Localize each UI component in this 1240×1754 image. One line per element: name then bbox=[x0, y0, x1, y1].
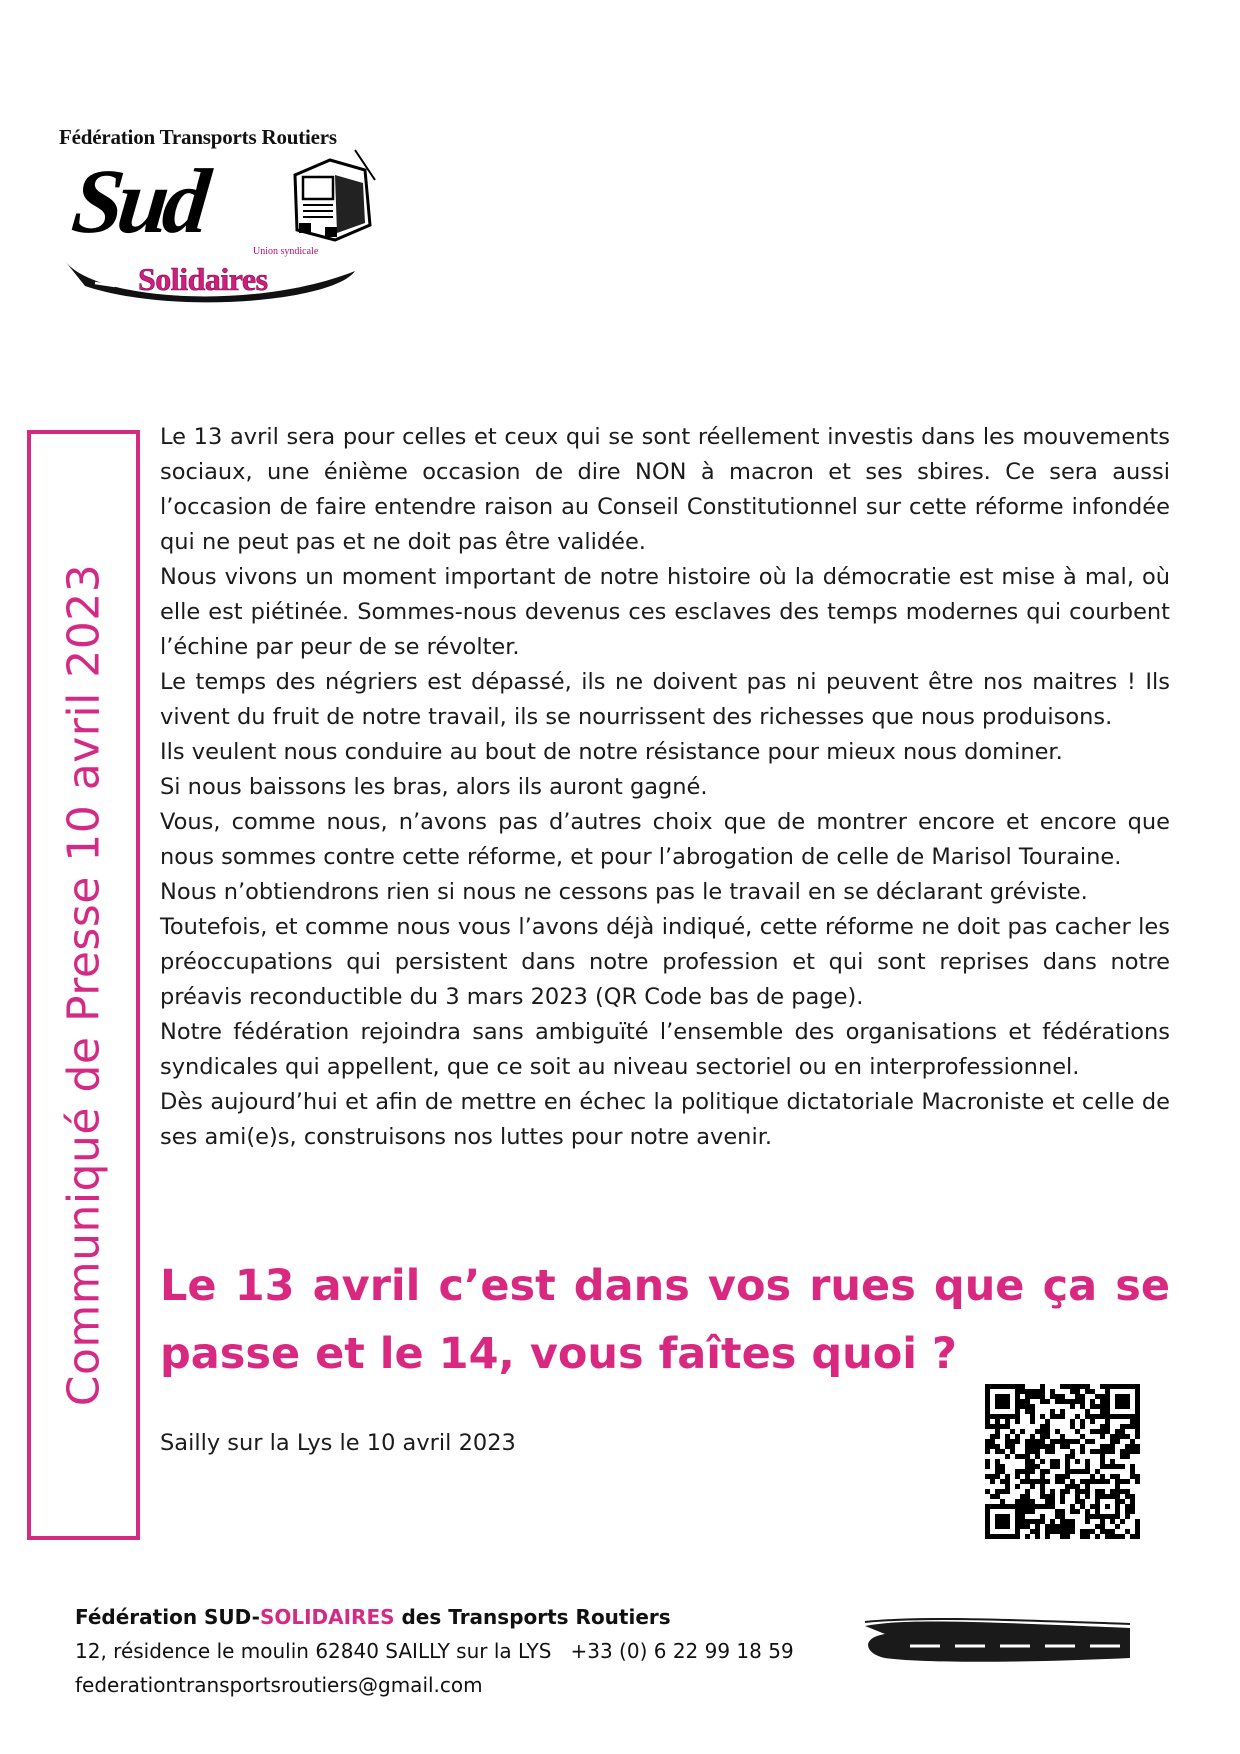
side-title-frame bbox=[27, 430, 140, 1540]
paragraph: Nous n’obtiendrons rien si nous ne cessons pas le travail en se déclarant gréviste. bbox=[160, 879, 1088, 905]
paragraph: Toutefois, et comme nous vous l’avons déjà indiqué, cette réforme ne doit pas cacher les préoccupations qui persistent dans notre profession et qui sont reprises dans notre préavis reconductible du 3 mars 2023 (QR Code bas de page). bbox=[160, 914, 1170, 1010]
footer-email[interactable]: federationtransportsroutiers@gmail.com bbox=[75, 1673, 483, 1697]
road-icon bbox=[865, 1618, 1135, 1666]
paragraph: Dès aujourd’hui et afin de mettre en échec la politique dictatoriale Macroniste et celle de ses ami(e)s, construisons nos luttes pour notre avenir. bbox=[160, 1089, 1170, 1150]
footer bbox=[75, 1600, 794, 1702]
slogan: Le 13 avril c’est dans vos rues que ça se passe et le 14, vous faîtes quoi ? bbox=[160, 1261, 1170, 1379]
logo-sud-text: Sud bbox=[67, 150, 209, 252]
footer-contact-line bbox=[75, 1634, 794, 1668]
paragraph: Si nous baissons les bras, alors ils auront gagné. bbox=[160, 774, 708, 800]
logo-solidaires-text: Solidaires bbox=[138, 261, 268, 297]
footer-title-prefix: Fédération SUD- bbox=[75, 1605, 260, 1629]
paragraph: Notre fédération rejoindra sans ambiguïté l’ensemble des organisations et fédérations syndicales qui appellent, que ce soit au niveau sectoriel ou en interprofessionnel. bbox=[160, 1019, 1170, 1080]
place-date: Sailly sur la Lys le 10 avril 2023 bbox=[160, 1430, 516, 1456]
qr-code-icon[interactable] bbox=[985, 1384, 1140, 1539]
paragraph: Vous, comme nous, n’avons pas d’autres choix que de montrer encore et encore que nous sommes contre cette réforme, et pour l’abrogation de celle de Marisol Touraine. bbox=[160, 809, 1170, 870]
footer-title-highlight: SOLIDAIRES bbox=[259, 1605, 395, 1629]
paragraph: Ils veulent nous conduire au bout de notre résistance pour mieux nous dominer. bbox=[160, 739, 1063, 765]
paragraph: Le 13 avril sera pour celles et ceux qui se sont réellement investis dans les mouvements sociaux, une énième occasion de dire NON à macron et ses sbires. Ce sera aussi l’occasion de faire entendre raison au Conseil Constitutionnel sur cette réforme infondée qui ne peut pas et ne doit pas être validée. bbox=[160, 424, 1170, 555]
logo-union-text: Union syndicale bbox=[253, 246, 319, 257]
footer-phone[interactable]: +33 (0) 6 22 99 18 59 bbox=[570, 1639, 794, 1663]
paragraph: Nous vivons un moment important de notre histoire où la démocratie est mise à mal, où elle est piétinée. Sommes-nous devenus ces esclaves des temps modernes qui courbent l’échine par peur de se révolter. bbox=[160, 564, 1170, 660]
logo-title: Fédération Transports Routiers bbox=[59, 125, 337, 149]
truck-icon bbox=[285, 145, 380, 245]
paragraph: Le temps des négriers est dépassé, ils ne doivent pas ni peuvent être nos maitres ! Ils vivent du fruit de notre travail, ils se nourrissent des richesses que nous produisons. bbox=[160, 669, 1170, 730]
footer-address: 12, résidence le moulin 62840 SAILLY sur la LYS bbox=[75, 1639, 552, 1663]
press-release-title: Communiqué de Presse 10 avril 2023 bbox=[58, 563, 109, 1407]
footer-title bbox=[75, 1600, 794, 1634]
press-release-body bbox=[160, 420, 1170, 1155]
federation-logo bbox=[55, 125, 385, 310]
footer-title-suffix: des Transports Routiers bbox=[394, 1605, 671, 1629]
